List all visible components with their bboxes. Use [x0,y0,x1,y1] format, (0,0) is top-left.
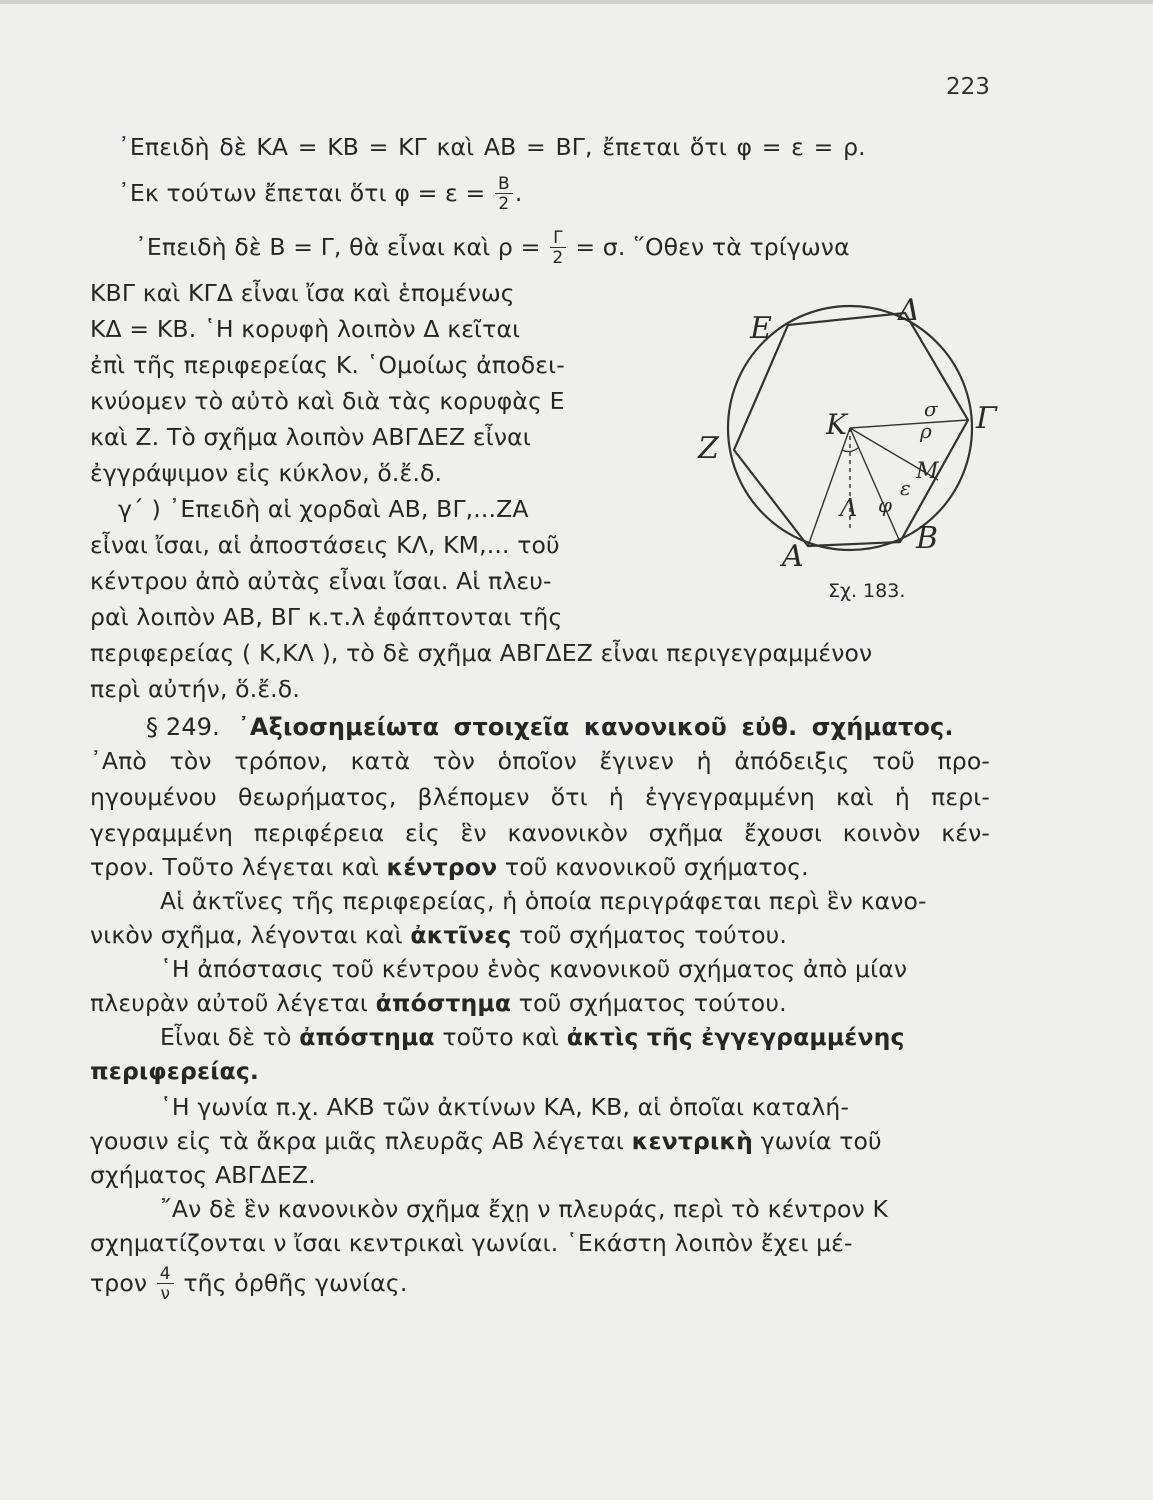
proof-line-2-text: ᾿Εκ τούτων ἔπεται ὅτι φ = ε = [118,179,493,207]
fraction-g-over-2 [550,230,566,267]
para3-line-2-end: τοῦ σχήματος τούτου. [511,989,787,1017]
fraction-numerator: 4 [157,1266,174,1284]
term-apostema-2: ἀπόστημα [299,1023,435,1051]
proof-line-2-end: . [514,179,523,207]
para6-line-3-text: τρον [90,1269,155,1297]
para3-line-2-text: πλευρὰν αὐτοῦ λέγεται [90,989,376,1017]
proof-line-8: καὶ Ζ. Τὸ σχῆμα λοιπὸν ΑΒΓΔΕΖ εἶναι [90,423,531,451]
para2-line-1: Αἱ ἀκτῖνες τῆς περιφερείας, ἡ ὁποία περιγράφεται περὶ ἓν κανο- [160,887,927,915]
para2-line-2-text: νικὸν σχῆμα, λέγονται καὶ [90,921,411,949]
para5-line-3: σχήματος ΑΒΓΔΕΖ. [90,1161,316,1189]
para1-line-1: ᾿Απὸ τὸν τρόπον, κατὰ τὸν ὁποῖον ἔγινεν ἡ ἀπόδειξις τοῦ προ- [90,747,990,775]
proof-line-3 [135,230,850,267]
label-epsilon: ε [900,476,911,500]
label-e: Ε [750,311,772,346]
proof-line-1: ᾿Επειδὴ δὲ ΚΑ = ΚΒ = ΚΓ καὶ ΑΒ = ΒΓ, ἔπεται ὅτι φ = ε = ρ. [118,133,866,161]
fraction-numerator: Γ [550,230,566,248]
page-number: 223 [946,74,990,100]
label-lambda: Λ [840,494,858,522]
label-a: Α [782,539,804,574]
proof-line-9: ἐγγράψιμον εἰς κύκλον, ὅ.ἔ.δ. [90,459,443,487]
term-kentrike: κεντρικὴ [631,1127,754,1155]
proof-line-7: κνύομεν τὸ αὐτὸ καὶ διὰ τὰς κορυφὰς Ε [90,387,565,415]
proof-line-3-text: ᾿Επειδὴ δὲ Β = Γ, θὰ εἶναι καὶ ρ = [135,233,549,261]
proof-line-6: ἐπὶ τῆς περιφερείας Κ. ῾Ομοίως ἀποδει- [90,351,565,379]
fraction-denominator: 2 [552,248,564,268]
para5-line-2 [90,1126,882,1156]
section-title: ᾿Αξιοσημείωτα στοιχεῖα κανονικοῦ εὐθ. σχήματος. [237,713,954,741]
para1-line-4-text: τρον. Τοῦτο λέγεται καὶ [90,853,387,881]
fraction-denominator: ν [160,1284,171,1304]
para6-line-3-end: τῆς ὀρθῆς γωνίας. [175,1269,408,1297]
figure-183 [690,280,1010,580]
para5-line-1: ῾Η γωνία π.χ. ΑΚΒ τῶν ἀκτίνων ΚΑ, ΚΒ, αἱ ὁποῖαι καταλή- [160,1093,850,1121]
term-aktis-eggegrammenis: ἀκτὶς τῆς ἐγγεγραμμένης [566,1023,905,1051]
term-apostema: ἀπόστημα [375,989,512,1017]
proof-line-4: ΚΒΓ καὶ ΚΓΔ εἶναι ἴσα καὶ ἑπομένως [90,279,515,307]
proof-line-13: ραὶ λοιπὸν ΑΒ, ΒΓ κ.τ.λ ἐφάπτονται τῆς [90,603,563,631]
para6-line-2: σχηματίζονται ν ἴσαι κεντρικαὶ γωνίαι. ῾Εκάστη λοιπὸν ἔχει μέ- [90,1229,853,1257]
para2-line-2-end: τοῦ σχήματος τούτου. [511,921,788,949]
proof-line-12: κέντρου ἀπὸ αὐτὰς εἶναι ἴσαι. Αἱ πλευ- [90,567,552,595]
para1-line-4-end: τοῦ κανονικοῦ σχήματος. [497,853,809,881]
proof-line-15: περὶ αὐτήν, ὅ.ἔ.δ. [90,675,300,703]
label-rho: ρ [920,419,932,443]
para2-line-2 [90,920,787,950]
para3-line-1: ῾Η ἀπόστασις τοῦ κέντρου ἑνὸς κανονικοῦ σχήματος ἀπὸ μίαν [160,955,908,983]
section-heading [146,712,954,742]
label-m: Μ [916,459,939,484]
fraction-b-over-2 [495,176,513,213]
fraction-denominator: 2 [498,194,510,214]
page-top-edge [0,0,1153,4]
label-sigma: σ [924,397,938,421]
term-periphereias: περιφερείας. [90,1057,259,1085]
para5-line-2-text: γουσιν εἰς τὰ ἄκρα μιᾶς πλευρᾶς ΑΒ λέγεται [90,1127,632,1155]
para1-line-2: ηγουμένου θεωρήματος, βλέπομεν ὅτι ἡ ἐγγεγραμμένη καὶ ἡ περι- [90,783,990,811]
para4-line-1 [160,1022,905,1052]
fraction-numerator: Β [495,176,513,194]
radius-ka [808,428,850,546]
para6-line-1: ῎Αν δὲ ἓν κανονικὸν σχῆμα ἔχῃ ν πλευράς, περὶ τὸ κέντρον Κ [160,1195,889,1223]
para4-line-1-text: Εἶναι δὲ τὸ [160,1023,300,1051]
para4-line-2 [90,1056,259,1086]
label-g: Γ [976,401,997,436]
proof-line-10: γ΄ ) ᾿Επειδὴ αἱ χορδαὶ ΑΒ, ΒΓ,...ΖΑ [118,495,529,523]
proof-line-14: περιφερείας ( Κ,ΚΛ ), τὸ δὲ σχῆμα ΑΒΓΔΕΖ εἶναι περιγεγραμμένον [90,639,873,667]
figure-caption: Σχ. 183. [828,580,906,602]
para1-line-4 [90,852,809,882]
para6-line-3 [90,1266,408,1303]
proof-line-11: εἶναι ἴσαι, αἱ ἀποστάσεις ΚΛ, ΚΜ,... τοῦ [90,531,560,559]
para5-line-2-end: γωνία τοῦ [753,1127,882,1155]
proof-line-5: ΚΔ = ΚΒ. ῾Η κορυφὴ λοιπὸν Δ κεῖται [90,315,521,343]
label-k: Κ [826,408,847,441]
proof-line-2 [118,176,522,213]
para3-line-2 [90,988,787,1018]
section-number: § 249. [146,713,220,741]
term-kentron: κέντρον [386,853,498,881]
fraction-4-over-nu [157,1266,174,1303]
label-z: Ζ [698,431,719,466]
para4-line-1-mid: τοῦτο καὶ [434,1023,567,1051]
label-phi: φ [878,493,893,517]
term-aktines: ἀκτῖνες [410,921,512,949]
radius-kg [850,420,968,428]
radius-kb [850,428,900,542]
label-d: Δ [898,293,920,328]
label-b: Β [916,521,939,556]
para1-line-3: γεγραμμένη περιφέρεια εἰς ἓν κανονικὸν σχῆμα ἔχουσι κοινὸν κέν- [90,819,990,847]
proof-line-3-end: = σ. ῞Οθεν τὰ τρίγωνα [567,233,850,261]
angle-arc [842,448,858,452]
